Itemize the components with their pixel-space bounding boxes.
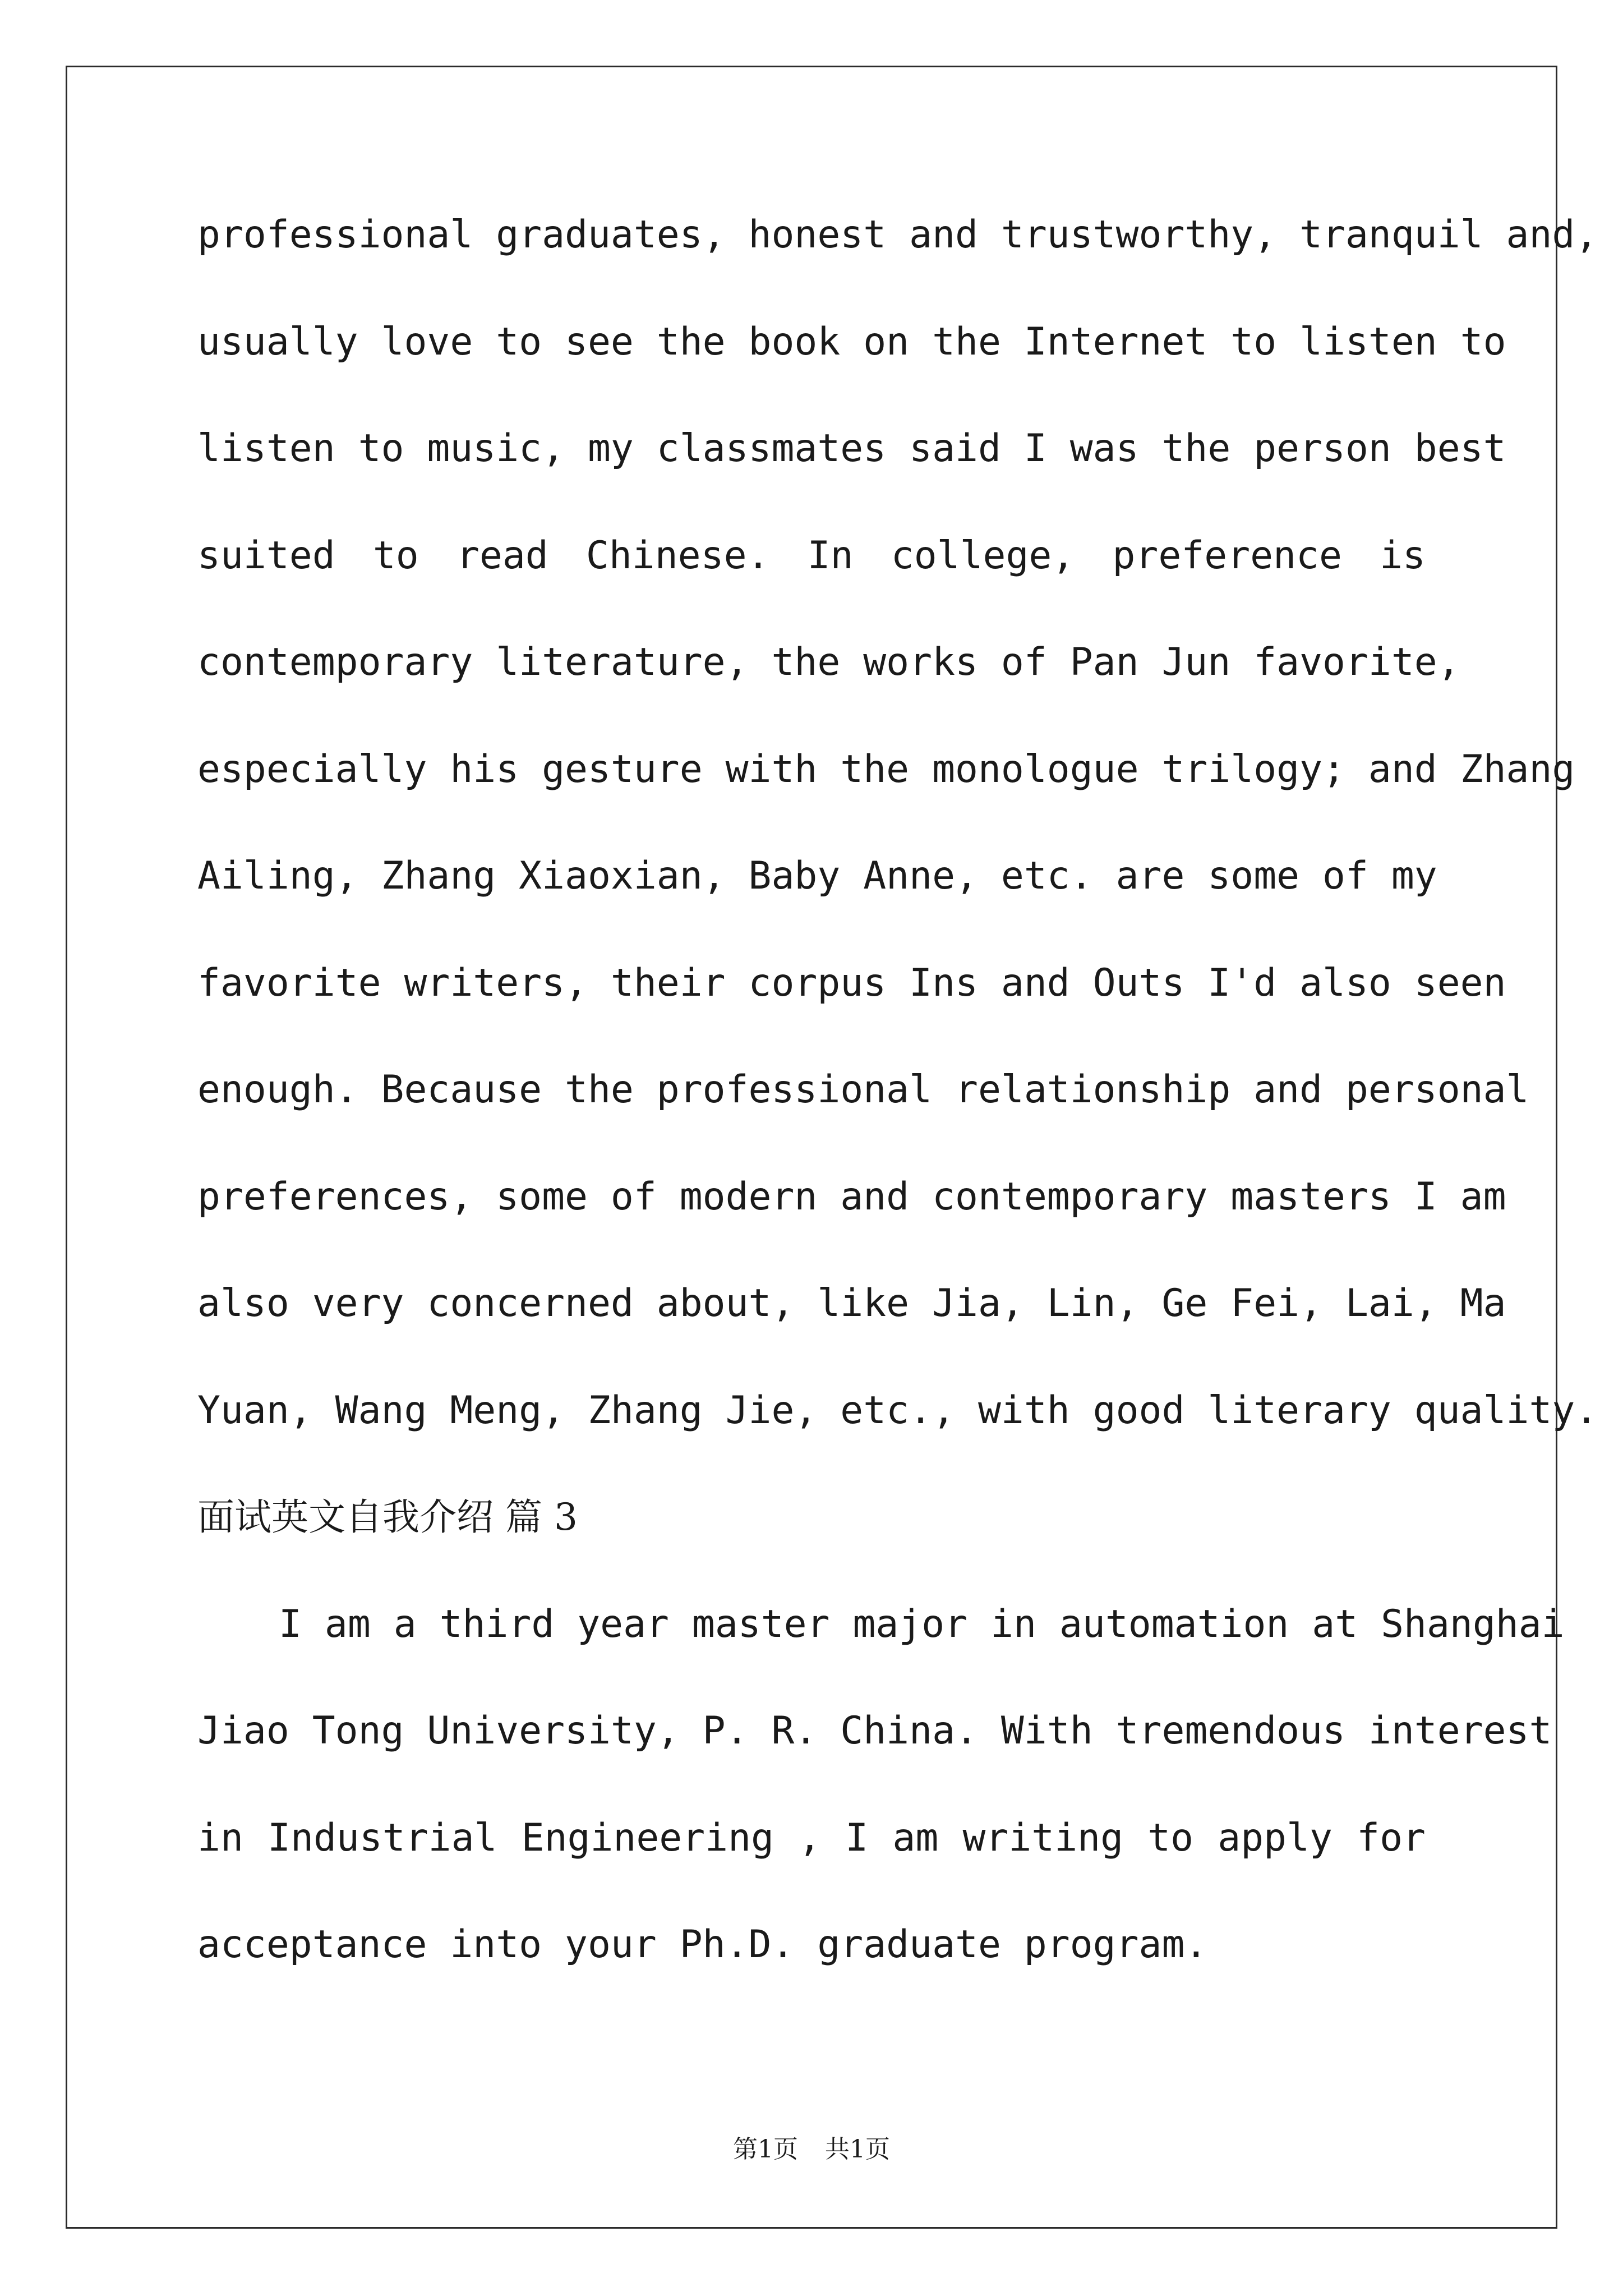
text-line: preferences, some of modern and contemporary masters I am	[197, 1174, 1506, 1219]
page-footer	[0, 2129, 1623, 2165]
text-line: Yuan, Wang Meng, Zhang Jie, etc., with good literary quality.	[197, 1388, 1598, 1433]
text-line: favorite writers, their corpus Ins and Outs I'd also seen	[197, 960, 1506, 1005]
text-line: usually love to see the book on the Internet to listen to	[197, 319, 1506, 364]
text-line: also very concerned about, like Jia, Lin, Ge Fei, Lai, Ma	[197, 1281, 1506, 1326]
page-number: 第1页	[733, 2135, 798, 2164]
text-line: in Industrial Engineering , I am writing to apply for	[197, 1815, 1426, 1860]
paragraph-1	[197, 213, 1598, 1498]
text-line: listen to music, my classmates said I was the person best	[197, 426, 1506, 471]
text-line: suited to read Chinese. In college, preference is	[197, 533, 1426, 578]
document-body	[197, 213, 1598, 2033]
text-line: I am a third year master major in automation at Shanghai	[279, 1602, 1565, 1646]
text-line: Jiao Tong University, P. R. China. With tremendous interest	[197, 1709, 1552, 1753]
text-line: professional graduates, honest and trustworthy, tranquil and,	[197, 213, 1598, 257]
text-line: acceptance into your Ph.D. graduate program.	[197, 1922, 1208, 1967]
section-heading: 面试英文自我介绍 篇 3	[197, 1496, 578, 1539]
text-line: contemporary literature, the works of Pan Jun favorite,	[197, 640, 1460, 684]
paragraph-2	[197, 1602, 1565, 2033]
page-total: 共1页	[825, 2135, 890, 2164]
text-line: enough. Because the professional relationship and personal	[197, 1068, 1529, 1112]
text-line: Ailing, Zhang Xiaoxian, Baby Anne, etc. are some of my	[197, 854, 1437, 898]
text-line: especially his gesture with the monologue trilogy; and Zhang	[197, 747, 1575, 792]
